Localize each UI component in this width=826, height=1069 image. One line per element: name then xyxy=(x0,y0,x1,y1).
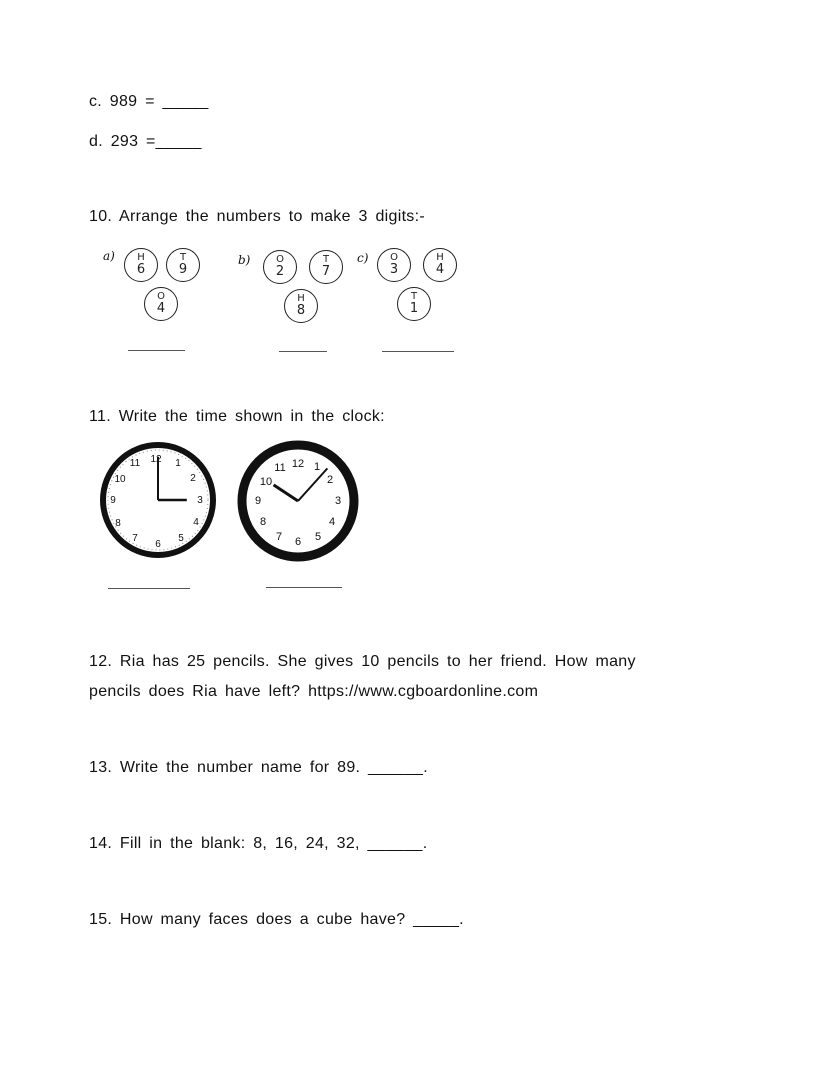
question-c: c. 989 = _____ xyxy=(89,93,209,110)
group-c-label: c) xyxy=(357,251,369,265)
place-circle: T 7 xyxy=(309,250,343,284)
place-circle: O 2 xyxy=(263,250,297,284)
question-12-line-2: pencils does Ria have left? https://www.cgboardonline.com xyxy=(89,683,539,700)
svg-text:5: 5 xyxy=(178,533,184,544)
answer-line xyxy=(128,350,185,351)
svg-text:8: 8 xyxy=(259,516,267,528)
svg-text:6: 6 xyxy=(294,536,302,548)
question-10-title: 10. Arrange the numbers to make 3 digits:- xyxy=(89,208,425,225)
svg-text:12: 12 xyxy=(291,458,305,470)
answer-line xyxy=(108,588,190,589)
answer-line xyxy=(382,351,454,352)
clock-2 xyxy=(237,440,359,562)
place-circle: O 3 xyxy=(377,248,411,282)
question-14: 14. Fill in the blank: 8, 16, 24, 32, ______. xyxy=(89,835,428,852)
question-15: 15. How many faces does a cube have? _____. xyxy=(89,911,464,928)
svg-text:10: 10 xyxy=(259,476,273,488)
place-circle: T 9 xyxy=(166,248,200,282)
minute-hand xyxy=(298,468,327,501)
svg-text:11: 11 xyxy=(274,462,286,474)
question-13: 13. Write the number name for 89. ______. xyxy=(89,759,428,776)
svg-text:2: 2 xyxy=(326,474,334,486)
question-11-title: 11. Write the time shown in the clock: xyxy=(89,408,385,425)
svg-text:9: 9 xyxy=(110,495,116,506)
place-circle: H 4 xyxy=(423,248,457,282)
svg-text:1: 1 xyxy=(313,461,321,473)
question-d: d. 293 =_____ xyxy=(89,133,202,150)
group-b-label: b) xyxy=(238,253,251,267)
svg-text:4: 4 xyxy=(328,516,336,528)
svg-text:5: 5 xyxy=(314,531,322,543)
svg-text:7: 7 xyxy=(132,533,138,544)
clock-1 xyxy=(98,440,218,560)
question-12-line-1: 12. Ria has 25 pencils. She gives 10 pencils to her friend. How many xyxy=(89,653,636,670)
hour-hand xyxy=(274,485,298,501)
svg-text:7: 7 xyxy=(275,531,283,543)
place-circle: H 8 xyxy=(284,289,318,323)
svg-text:8: 8 xyxy=(115,518,121,529)
answer-line xyxy=(266,587,342,588)
svg-text:11: 11 xyxy=(129,458,141,469)
svg-text:3: 3 xyxy=(197,495,203,506)
group-a-label: a) xyxy=(103,249,115,263)
svg-text:1: 1 xyxy=(175,458,181,469)
svg-text:6: 6 xyxy=(155,539,161,550)
svg-text:12: 12 xyxy=(150,454,162,465)
svg-text:9: 9 xyxy=(254,495,262,507)
svg-text:3: 3 xyxy=(334,495,342,507)
place-circle: H 6 xyxy=(124,248,158,282)
place-circle: O 4 xyxy=(144,287,178,321)
place-circle: T 1 xyxy=(397,287,431,321)
svg-text:10: 10 xyxy=(114,474,126,485)
svg-text:2: 2 xyxy=(190,473,196,484)
svg-text:4: 4 xyxy=(193,517,199,528)
answer-line xyxy=(279,351,327,352)
